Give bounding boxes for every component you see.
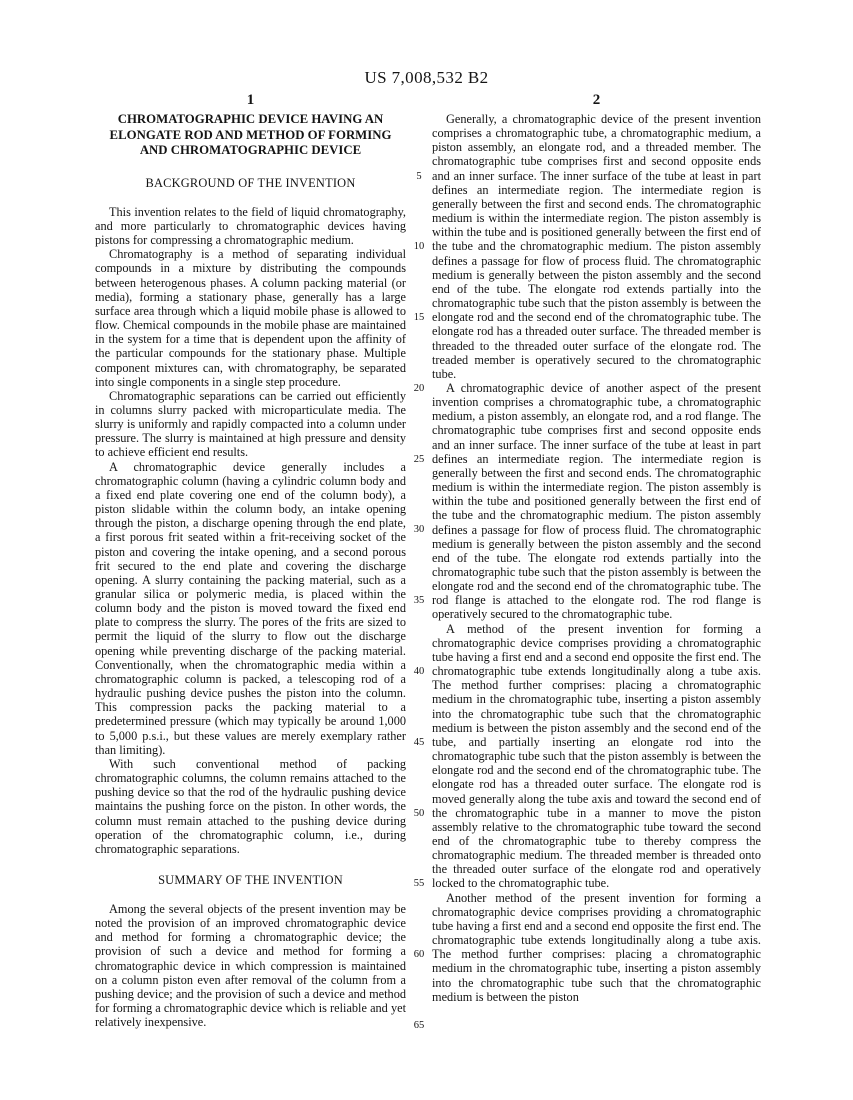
column-2-number: 2 [592,92,601,108]
line-number: 65 [413,1020,425,1031]
column-1 [95,92,406,1029]
line-number: 15 [413,312,425,323]
invention-title: CHROMATOGRAPHIC DEVICE HAVING AN ELONGATE ROD AND METHOD OF FORMING AND CHROMATOGRAPHIC DEVICE [109,112,392,158]
line-number: 45 [413,737,425,748]
line-number: 25 [413,454,425,465]
line-number: 10 [413,241,425,252]
section-heading-summary: SUMMARY OF THE INVENTION [158,872,343,887]
summary-paragraph: Generally, a chromatographic device of the present invention comprises a chromatographic tube, a chromatographic medium, a piston assembly, an elongate rod, and a threaded member. The chromatographic tube comprises first and second opposite ends and an inner surface. The inner surface of the tube at least in part defines an intermediate region. The intermediate region is generally between the first and second ends. The chromatographic medium is within the intermediate region. The piston assembly is within the tube and is positioned generally between the first end of the tube and the chromatographic medium. The piston assembly defines a passage for flow of process fluid. The chromatographic medium is generally between the piston assembly and the second end of the tube. The elongate rod extends partially into the chromatographic tube such that the piston assembly is between the elongate rod and the second end of the chromatographic tube. The elongate rod has a threaded outer surface. The threaded member is threaded to the threaded outer surface of the elongate rod. The treaded member is operatively secured to the chromatographic tube. [432,112,761,381]
line-number: 40 [413,666,425,677]
background-paragraph: Chromatography is a method of separating individual compounds in a mixture by distributing the compounds between heterogenous phases. A column packing material (or media), forming a stationary phase, generally has a large surface area through which a liquid mobile phase is allowed to flow. Chemical compounds in the mobile phase are maintained in the system for a time that is dependent upon the affinity of the particular compounds for the stationary phase. Multiple component mixtures can, with chromatography, be separated into single components in a single step procedure. [95,247,406,389]
background-paragraph: With such conventional method of packing chromatographic columns, the column remains attached to the pushing device so that the rod of the hydraulic pushing device maintains the pushing force on the piston. In other words, the column must remain attached to the pushing device during operation of the chromatographic column, i.e., during chromatographic separations. [95,756,406,856]
line-number: 20 [413,383,425,394]
summary-paragraph: A method of the present invention for forming a chromatographic device comprises providing a chromatographic tube having a first end and a second end opposite the first end. The chromatographic tube extends longitudinally along a tube axis. The method further comprises: placing a chromatographic medium in the chromatographic tube, inserting a piston assembly into the chromatographic tube such that the chromatographic medium is between the piston assembly and the second end of the tube, and partially inserting an elongate rod into the chromatographic tube such that the piston assembly is between the elongate rod and the second end of the chromatographic tube. The elongate rod has a threaded outer surface. The elongate rod is moved generally along the tube axis and toward the second end of the chromatographic tube in a manner to move the piston assembly relative to the chromatographic tube toward the second end of the chromatographic tube to thereby compress the chromatographic medium. The threaded member is threaded onto the threaded outer surface of the elongate rod and operatively locked to the chromatographic tube. [432,621,761,891]
summary-paragraph: Among the several objects of the present invention may be noted the provision of an improved chromatographic device and method for forming a chromatographic device; the provision of such a device and method for forming a chromatographic device in which compression is maintained on a column piston even after removal of the column from a pushing device; and the provision of such a device and method for forming a chromatographic device which is reliable and yet relatively inexpensive. [95,901,406,1030]
line-number: 30 [413,524,425,535]
line-number: 5 [416,171,422,182]
summary-paragraph: A chromatographic device of another aspect of the present invention comprises a chromatographic tube, a chromatographic medium, a piston assembly, an elongate rod, and a rod flange. The chromatographic tube comprises first and second opposite ends and an inner surface. The inner surface of the tube at least in part defines an intermediate region. The intermediate region is generally between the first and second ends. The chromatographic medium is within the intermediate region. The piston assembly is within the tube and positioned generally between the first end of the tube and the chromatographic medium. The piston assembly defines a passage for flow of process fluid. The chromatographic medium is generally between the piston assembly and the second end of the tube. The elongate rod extends partially into the chromatographic tube such that the piston assembly is between the elongate rod and the second end of the chromatographic tube. The rod flange is attached to the elongate rod. The rod flange is operatively secured to the chromatographic tube. [432,380,761,622]
section-heading-background: BACKGROUND OF THE INVENTION [145,175,356,190]
two-column-text-area [95,92,761,1029]
column-2 [432,92,761,1029]
line-number: 60 [413,949,425,960]
line-number-gutter [406,92,432,1029]
line-number: 50 [413,808,425,819]
background-paragraph: Chromatographic separations can be carried out efficiently in columns slurry packed with microparticulate media. The slurry is uniformly and rapidly compacted into a column under pressure. The slurry is maintained at high pressure and density to achieve efficient end results. [95,388,406,460]
line-number: 55 [413,878,425,889]
line-number: 35 [413,595,425,606]
column-1-number: 1 [246,92,255,108]
background-paragraph: A chromatographic device generally includes a chromatographic column (having a cylindric column body and a fixed end plate covering one end of the column body), a piston slidable within the column body, an intake opening through the piston, a discharge opening through the end plate, a first porous frit seated within a frit-receiving socket of the piston and covering the intake opening, and a second porous frit secured to the end plate and covering the discharge opening. A slurry containing the packing material, such as a granular silica or polymeric media, is placed within the column body and the piston is moved toward the fixed end plate to compress the slurry. The pores of the frits are sized to permit the liquid of the slurry to flow out the discharge opening while preventing discharge of the packing material. Conventionally, when the chromatographic media within a chromatographic column is packed, a telescoping rod of a hydraulic pushing device pushes the piston into the column. This compression packs the packing material to a predetermined pressure (which may typically be around 1,000 to 5,000 p.s.i., but these values are merely exemplary rather than limiting). [95,459,406,757]
summary-paragraph: Another method of the present invention for forming a chromatographic device comprises providing a chromatographic tube having a first end and a second end opposite the first end. The chromatographic tube extends longitudinally along a tube axis. The method further comprises: placing a chromatographic medium in the chromatographic tube, inserting a piston assembly into the chromatographic tube such that the chromatographic medium is between the piston [432,890,761,1004]
patent-publication-number: US 7,008,532 B2 [364,68,489,87]
background-paragraph: This invention relates to the field of liquid chromatography, and more particularly to chromatographic devices having pistons for compressing a chromatographic medium. [95,204,406,248]
